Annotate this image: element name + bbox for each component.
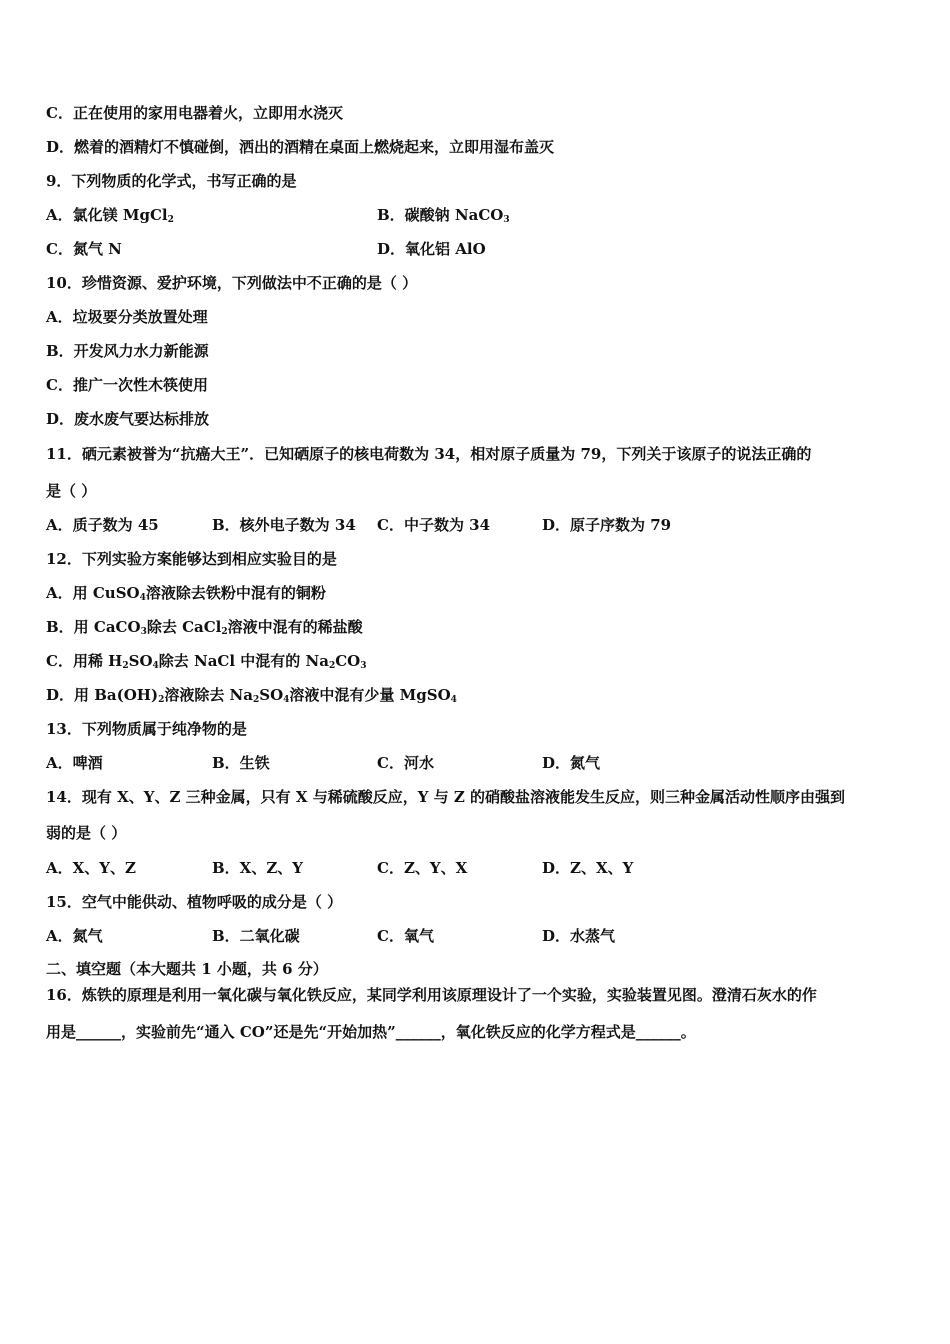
question-9: 9．下列物质的化学式，书写正确的是 (46, 172, 297, 190)
option-d-q12: D．用 $Ba(OH)_2$溶液除去 $Na_2SO_4$溶液中混有少量 MgSO$_4$ (46, 686, 457, 705)
option-c-q13: C．河水 (377, 754, 434, 772)
option-c-q8: C．正在使用的家用电器着火，立即用水浇灭 (46, 104, 343, 122)
question-14: 14．现有 X、Y、Z 三种金属，只有 X 与稀硫酸反应，Y 与 Z 的硝酸盐溶液能发生反应，则三种金属活动性顺序由强到 (46, 788, 846, 806)
option-a-q10: A．垃圾要分类放置处理 (46, 308, 208, 326)
question-16: 16．炼铁的原理是利用一氧化碳与氧化铁反应，某同学利用该原理设计了一个实验，实验装置见图。澄清石灰水的作 (46, 986, 817, 1004)
option-b-q12: B．用 CaCO$_3$除去 CaCl$_2$溶液中混有的稀盐酸 (46, 618, 363, 637)
option-a-q12: A．用 CuSO$_4$溶液除去铁粉中混有的铜粉 (46, 584, 326, 603)
option-a-q13: A．啤酒 (46, 754, 103, 772)
option-c-q12: C．用稀 $H_2SO_4$除去 NaCl 中混有的 $Na_2CO_3$ (46, 652, 367, 671)
option-d-q13: D．氮气 (542, 754, 601, 772)
option-b-q15: B．二氧化碳 (212, 927, 300, 945)
option-d-q11: D．原子序数为 79 (542, 516, 672, 534)
option-b-q14: B．X、Z、Y (212, 859, 303, 877)
option-d-q8: D．燃着的酒精灯不慎碰倒，洒出的酒精在桌面上燃烧起来，立即用湿布盖灭 (46, 138, 555, 156)
option-b-q13: B．生铁 (212, 754, 270, 772)
option-b-q10: B．开发风力水力新能源 (46, 342, 209, 360)
option-d-q15: D．水蒸气 (542, 927, 616, 945)
option-c-q11: C．中子数为 34 (377, 516, 491, 534)
option-a-q15: A．氮气 (46, 927, 103, 945)
option-c-q14: C．Z、Y、X (377, 859, 468, 877)
option-c-q9: C．氮气 N (46, 240, 122, 258)
question-16-cont: 用是______，实验前先“通入 CO”还是先“开始加热”______，氧化铁反应的化学方程式是______。 (46, 1023, 696, 1041)
option-d-q10: D．废水废气要达标排放 (46, 410, 210, 428)
option-b-q11: B．核外电子数为 34 (212, 516, 356, 534)
question-15: 15．空气中能供动、植物呼吸的成分是（ ） (46, 893, 343, 911)
question-14-cont: 弱的是（ ） (46, 824, 127, 842)
option-b-q9: B．碳酸钠 NaCO$_3$ (377, 206, 510, 225)
question-12: 12．下列实验方案能够达到相应实验目的是 (46, 550, 337, 568)
option-c-q15: C．氧气 (377, 927, 434, 945)
option-a-q14: A．X、Y、Z (46, 859, 136, 877)
section-2-heading: 二、填空题（本大题共 1 小题，共 6 分） (46, 960, 328, 978)
option-a-q11: A．质子数为 45 (46, 516, 159, 534)
question-10: 10．珍惜资源、爱护环境，下列做法中不正确的是（ ） (46, 274, 418, 292)
option-d-q14: D．Z、X、Y (542, 859, 634, 877)
question-11: 11．硒元素被誉为“抗癌大王”．已知硒原子的核电荷数为 34，相对原子质量为 79，下列关于该原子的说法正确的 (46, 445, 812, 463)
question-11-cont: 是（ ） (46, 482, 97, 500)
question-13: 13．下列物质属于纯净物的是 (46, 720, 247, 738)
option-a-q9: A．氯化镁 MgCl$_2$ (46, 206, 174, 225)
option-d-q9: D．氧化铝 AlO (377, 240, 486, 258)
option-c-q10: C．推广一次性木筷使用 (46, 376, 208, 394)
